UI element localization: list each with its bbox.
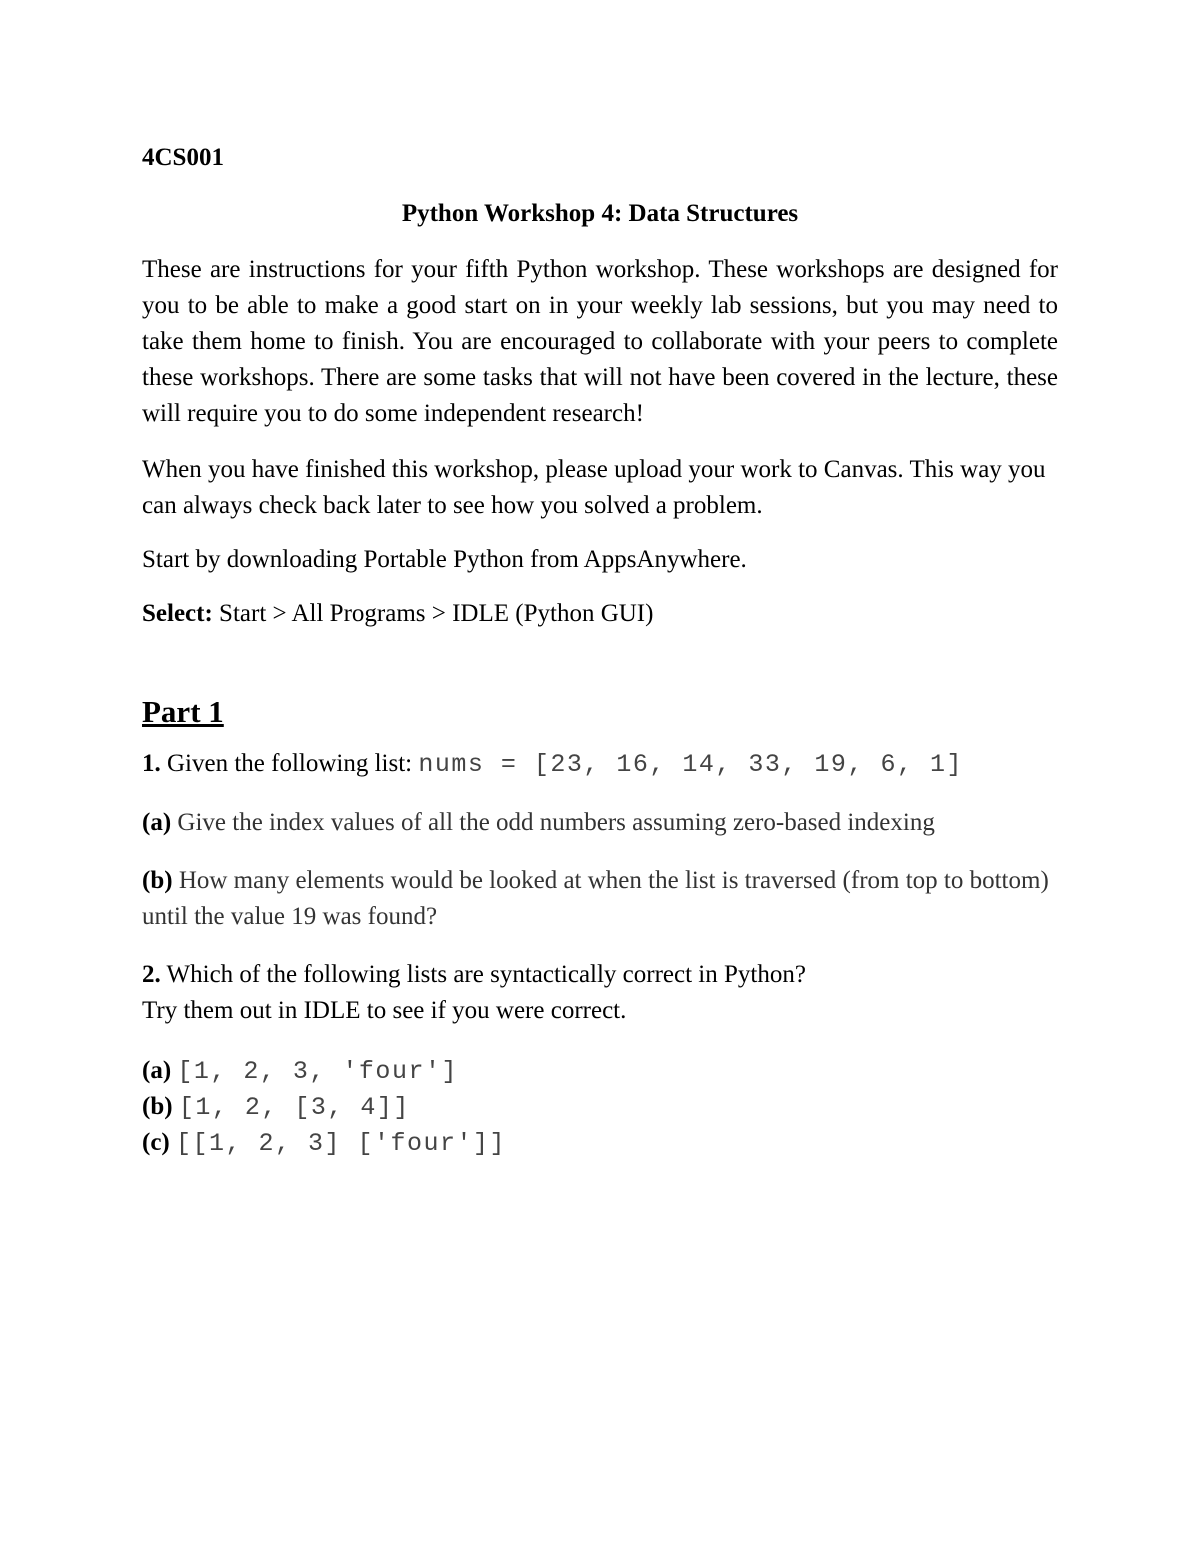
question-1b xyxy=(142,863,1058,935)
select-label: Select: xyxy=(142,600,213,627)
select-instruction xyxy=(142,596,1058,632)
question-1a-text: Give the index values of all the odd numbers assuming zero-based indexing xyxy=(171,809,935,836)
option-b-code: [1, 2, [3, 4]] xyxy=(178,1093,410,1122)
option-a-code: [1, 2, 3, 'four'] xyxy=(177,1057,458,1086)
question-2-text: Which of the following lists are syntactically correct in Python? xyxy=(160,961,806,988)
part-heading: Part 1 xyxy=(142,694,224,729)
option-b-label: (b) xyxy=(142,1093,173,1120)
question-1b-label: (b) xyxy=(142,867,173,894)
question-2 xyxy=(142,957,1058,1029)
select-path: Start > All Programs > IDLE (Python GUI) xyxy=(212,600,654,627)
course-code: 4CS001 xyxy=(142,144,224,171)
option-a xyxy=(142,1053,1058,1089)
question-1 xyxy=(142,746,1058,783)
download-note: Start by downloading Portable Python from AppsAnywhere. xyxy=(142,546,747,573)
option-b xyxy=(142,1089,1058,1125)
intro-paragraph: These are instructions for your fifth Python workshop. These workshops are designed for you to be able to make a good start on in your weekly lab sessions, but you may need to take them home to finish. You are encouraged to collaborate with your peers to complete these workshops. There are some tasks that will not have been covered in the lecture, these will require you to do some independent research! xyxy=(142,256,1058,427)
question-2-line2: Try them out in IDLE to see if you were correct. xyxy=(142,997,627,1024)
option-a-label: (a) xyxy=(142,1057,172,1084)
question-2-number: 2. xyxy=(142,961,161,988)
question-1-text: Given the following list: xyxy=(160,750,419,777)
document-page xyxy=(142,140,1058,1161)
question-1a xyxy=(142,805,1058,841)
question-1b-text: How many elements would be looked at when the list is traversed (from top to bottom) until the value 19 was found? xyxy=(142,867,1049,930)
option-c xyxy=(142,1125,1058,1161)
question-1-code: nums = [23, 16, 14, 33, 19, 6, 1] xyxy=(418,750,963,779)
question-1a-label: (a) xyxy=(142,809,172,836)
question-1-number: 1. xyxy=(142,750,161,777)
question-2-options xyxy=(142,1053,1058,1161)
document-title: Python Workshop 4: Data Structures xyxy=(401,200,799,227)
option-c-code: [[1, 2, 3] ['four']] xyxy=(176,1129,507,1158)
upload-note: When you have finished this workshop, please upload your work to Canvas. This way you can always check back later to see how you solved a problem. xyxy=(142,456,1046,519)
option-c-label: (c) xyxy=(142,1129,170,1156)
